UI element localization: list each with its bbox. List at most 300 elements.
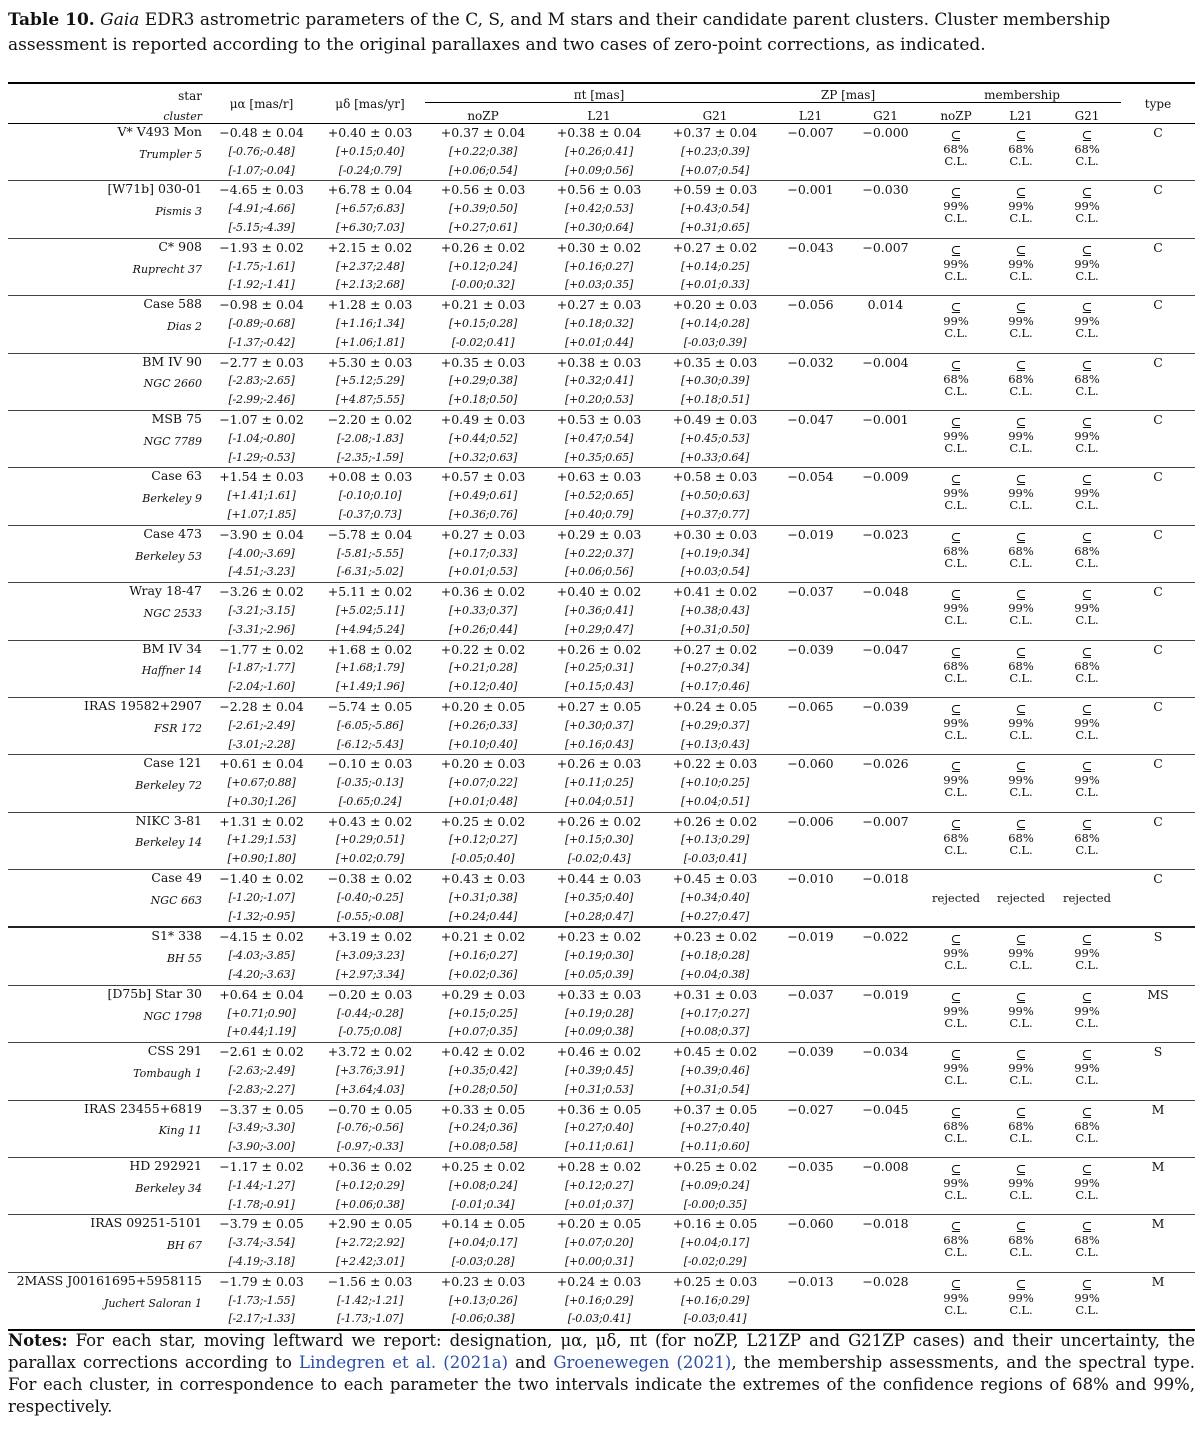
subset-symbol: ⊆: [1015, 530, 1027, 546]
interval-99: [+0.90;1.80]: [227, 852, 296, 866]
cl-label: C.L.: [1075, 613, 1099, 628]
interval-99: [-0.02;0.41]: [451, 335, 515, 349]
interval-99: [+0.03;0.54]: [680, 565, 750, 579]
membership-cell: [923, 697, 989, 754]
interval-68: [+1.29;1.53]: [227, 833, 296, 847]
p0-cell: [425, 985, 541, 1042]
membership-cell: [989, 1272, 1053, 1330]
interval-68: [+0.26;0.33]: [448, 718, 518, 732]
interval-99: [-2.04;-1.60]: [228, 680, 295, 694]
subset-symbol: ⊆: [1081, 129, 1093, 144]
interval-99: [+0.35;0.65]: [564, 450, 634, 464]
interval-68: [+0.52;0.65]: [564, 489, 634, 503]
interval-99: [+0.06;0.38]: [335, 1197, 405, 1211]
membership-cell: [923, 410, 989, 467]
header-pit: πt [mas]: [425, 83, 773, 103]
cl-label: C.L.: [944, 842, 968, 857]
table-caption: [8, 8, 1194, 58]
value: +0.21 ± 0.03: [440, 297, 526, 313]
star-cluster-cell: [8, 583, 208, 640]
cl-label: C.L.: [1075, 670, 1099, 685]
interval-99: [+0.26;0.44]: [448, 622, 518, 636]
interval-68: [+0.07;0.20]: [564, 1236, 634, 1250]
interval-99: [+0.01;0.44]: [564, 335, 634, 349]
zp-g21-cell: −0.022: [848, 927, 923, 985]
cl-label: C.L.: [1009, 1015, 1033, 1030]
confidence-level: 99%: [1074, 773, 1100, 788]
table-row: [8, 1043, 1195, 1100]
value: −1.93 ± 0.02: [219, 239, 304, 255]
star-name: S1* 338: [151, 928, 202, 944]
p1-cell: [541, 1215, 657, 1272]
interval-99: [-0.55;-0.08]: [336, 909, 404, 923]
interval-99: [+2.97;3.34]: [335, 968, 405, 982]
interval-68: [+0.04;0.17]: [680, 1236, 750, 1250]
interval-99: [+0.17;0.46]: [680, 680, 750, 694]
value: −0.38 ± 0.02: [327, 871, 413, 887]
value: −5.78 ± 0.04: [327, 526, 413, 542]
interval-99: [+0.37;0.77]: [680, 507, 750, 521]
cl-label: C.L.: [1009, 842, 1033, 857]
membership-cell: [1053, 697, 1121, 754]
interval-68: [+0.43;0.54]: [680, 202, 750, 216]
confidence-level: 99%: [1008, 946, 1034, 961]
star-cluster-cell: [8, 755, 208, 812]
membership-cell: [1053, 124, 1121, 181]
p1-cell: [541, 1043, 657, 1100]
p0-cell: [425, 1100, 541, 1157]
interval-99: [+0.09;0.56]: [564, 163, 634, 177]
interval-99: [+0.01;0.48]: [448, 794, 518, 808]
mud-cell: [315, 238, 425, 295]
notes-part3: , the membership assessments, and the spectral type. For each cluster, in correspondence to each parameter the two intervals indicate the extremes of the confidence regions of 68% and 99%, respectively.: [8, 1353, 1195, 1416]
zp-l21-cell: −0.013: [773, 1272, 848, 1330]
cluster-name: NGC 7789: [143, 434, 202, 448]
table-row: [8, 1100, 1195, 1157]
interval-68: [+0.13;0.26]: [448, 1293, 518, 1307]
interval-99: [+0.02;0.79]: [335, 852, 405, 866]
mud-cell: [315, 697, 425, 754]
value: +2.90 ± 0.05: [327, 1216, 413, 1232]
value: +0.44 ± 0.03: [556, 871, 642, 887]
interval-99: [-0.37;0.73]: [338, 507, 402, 521]
cluster-name: Tombaugh 1: [133, 1067, 202, 1081]
cluster-name: Berkeley 34: [135, 1181, 202, 1195]
mua-cell: [208, 697, 315, 754]
subset-symbol: ⊆: [1081, 186, 1093, 202]
confidence-level: 99%: [1008, 199, 1034, 214]
mud-cell: [315, 124, 425, 181]
interval-68: [+0.30;0.39]: [680, 374, 750, 388]
interval-99: [-3.90;-3.00]: [228, 1140, 295, 1154]
p2-cell: [657, 525, 773, 582]
mud-cell: [315, 296, 425, 353]
interval-68: [+2.37;2.48]: [335, 259, 405, 273]
value: +0.20 ± 0.03: [672, 297, 758, 313]
interval-99: [-5.15;-4.39]: [228, 220, 295, 234]
membership-cell: [923, 181, 989, 238]
mua-cell: [208, 238, 315, 295]
interval-68: [-0.44;-0.28]: [336, 1006, 404, 1020]
interval-68: [+0.12;0.29]: [335, 1178, 405, 1192]
value: +0.21 ± 0.02: [440, 929, 526, 945]
p1-cell: [541, 181, 657, 238]
subset-symbol: ⊆: [1081, 817, 1093, 833]
value: +0.46 ± 0.02: [556, 1044, 642, 1060]
p1-cell: [541, 525, 657, 582]
interval-99: [+0.08;0.37]: [680, 1025, 750, 1039]
subset-symbol: ⊆: [1081, 1163, 1093, 1179]
value: +0.23 ± 0.03: [440, 1273, 526, 1289]
mua-cell: [208, 124, 315, 181]
value: +0.41 ± 0.02: [672, 584, 758, 600]
zp-l21-cell: −0.027: [773, 1100, 848, 1157]
zp-l21-cell: −0.060: [773, 1215, 848, 1272]
confidence-level: 68%: [943, 830, 969, 845]
confidence-level: 68%: [1008, 142, 1034, 156]
interval-68: [+0.44;0.52]: [448, 431, 518, 445]
star-cluster-cell: [8, 1100, 208, 1157]
interval-68: [+0.15;0.28]: [448, 316, 518, 330]
cl-label: C.L.: [1075, 1245, 1099, 1260]
p0-cell: [425, 353, 541, 410]
type-cell: M: [1121, 1100, 1195, 1157]
mua-cell: [208, 870, 315, 928]
zp-l21-cell: −0.043: [773, 238, 848, 295]
confidence-level: 99%: [1008, 314, 1034, 329]
membership-cell: [923, 468, 989, 525]
star-name: NIKC 3-81: [135, 812, 202, 828]
interval-68: [-0.89;-0.68]: [228, 316, 295, 330]
value: +0.36 ± 0.05: [556, 1101, 642, 1117]
header-mem-l21: L21: [989, 103, 1053, 124]
star-cluster-cell: [8, 1043, 208, 1100]
subset-symbol: ⊆: [1081, 588, 1093, 604]
interval-99: [-4.51;-3.23]: [228, 565, 295, 579]
zp-l21-cell: −0.039: [773, 1043, 848, 1100]
interval-99: [-1.92;-1.41]: [228, 278, 295, 292]
value: −3.37 ± 0.05: [219, 1101, 304, 1117]
mua-cell: [208, 525, 315, 582]
subset-symbol: ⊆: [1015, 415, 1027, 431]
zp-g21-cell: −0.018: [848, 1215, 923, 1272]
interval-99: [+0.40;0.79]: [564, 507, 634, 521]
value: +0.14 ± 0.05: [440, 1216, 526, 1232]
star-cluster-cell: [8, 124, 208, 181]
interval-99: [+0.28;0.47]: [564, 909, 634, 923]
value: +0.37 ± 0.04: [440, 125, 526, 140]
interval-68: [-1.87;-1.77]: [228, 661, 295, 675]
zp-l21-cell: −0.056: [773, 296, 848, 353]
confidence-level: 99%: [943, 946, 969, 961]
subset-symbol: ⊆: [1015, 990, 1027, 1006]
mua-cell: [208, 468, 315, 525]
interval-99: [+0.31;0.53]: [564, 1082, 634, 1096]
interval-68: [+0.27;0.40]: [564, 1121, 634, 1135]
interval-68: [+0.35;0.42]: [448, 1064, 518, 1078]
subset-symbol: ⊆: [1015, 301, 1027, 317]
mud-cell: [315, 1100, 425, 1157]
type-cell: C: [1121, 812, 1195, 869]
value: +0.35 ± 0.03: [440, 354, 526, 370]
zp-g21-cell: −0.018: [848, 870, 923, 928]
value: +0.26 ± 0.02: [440, 239, 526, 255]
interval-99: [-3.01;-2.28]: [228, 737, 295, 751]
confidence-level: 99%: [1008, 773, 1034, 788]
subset-symbol: ⊆: [950, 588, 962, 604]
value: −1.07 ± 0.02: [219, 411, 304, 427]
subset-symbol: ⊆: [950, 1163, 962, 1179]
interval-99: [+0.20;0.53]: [564, 393, 634, 407]
cl-label: C.L.: [944, 1015, 968, 1030]
p2-cell: [657, 1158, 773, 1215]
star-name: Wray 18-47: [129, 583, 202, 599]
interval-68: [+0.13;0.29]: [680, 833, 750, 847]
subset-symbol: ⊆: [950, 473, 962, 489]
confidence-level: 99%: [1074, 1003, 1100, 1018]
zp-l21-cell: −0.037: [773, 583, 848, 640]
membership-cell: [923, 238, 989, 295]
cluster-name: Berkeley 72: [135, 779, 202, 793]
value: +3.19 ± 0.02: [327, 929, 413, 945]
p2-cell: [657, 870, 773, 928]
type-cell: M: [1121, 1215, 1195, 1272]
membership-cell: [989, 525, 1053, 582]
interval-99: [-0.06;0.38]: [451, 1312, 515, 1326]
value: +0.42 ± 0.02: [440, 1044, 526, 1060]
caption-text: EDR3 astrometric parameters of the C, S, and M stars and their candidate parent clusters. Cluster membership assessment is reported according to the original parallaxes and two cases of zero-point corrections, as indicated.: [8, 10, 1111, 55]
confidence-level: 99%: [1074, 428, 1100, 443]
cl-label: C.L.: [1075, 440, 1099, 455]
membership-cell: [1053, 985, 1121, 1042]
interval-68: [-4.03;-3.85]: [228, 949, 295, 963]
value: +0.36 ± 0.02: [440, 584, 526, 600]
cluster-name: NGC 2660: [143, 377, 202, 391]
mua-cell: [208, 181, 315, 238]
header-zp: ZP [mas]: [773, 83, 923, 103]
interval-68: [+0.11;0.25]: [564, 776, 634, 790]
mua-cell: [208, 985, 315, 1042]
interval-68: [+0.39;0.46]: [680, 1064, 750, 1078]
interval-68: [+1.68;1.79]: [335, 661, 405, 675]
p1-cell: [541, 985, 657, 1042]
interval-68: [+0.16;0.27]: [448, 949, 518, 963]
table-row: [8, 124, 1195, 181]
membership-cell: rejected: [1053, 870, 1121, 928]
membership-cell: [923, 985, 989, 1042]
ref-lindegren-link[interactable]: Lindegren et al. (2021a): [299, 1353, 508, 1372]
p1-cell: [541, 353, 657, 410]
interval-68: [+3.76;3.91]: [335, 1064, 405, 1078]
interval-68: [+5.02;5.11]: [335, 603, 405, 617]
table-row: [8, 755, 1195, 812]
subset-symbol: ⊆: [1015, 817, 1027, 833]
interval-68: [+3.09;3.23]: [335, 949, 405, 963]
star-name: HD 292921: [129, 1158, 202, 1174]
cluster-name: Berkeley 53: [135, 549, 202, 563]
mua-cell: [208, 927, 315, 985]
subset-symbol: ⊆: [1015, 1105, 1027, 1121]
star-name: Case 63: [151, 468, 202, 484]
interval-68: [+0.12;0.27]: [564, 1178, 634, 1192]
confidence-level: 99%: [943, 486, 969, 501]
table-row: [8, 697, 1195, 754]
star-name: IRAS 19582+2907: [84, 697, 202, 713]
mua-cell: [208, 1043, 315, 1100]
interval-99: [+0.01;0.53]: [448, 565, 518, 579]
value: +0.36 ± 0.02: [327, 1159, 413, 1175]
membership-cell: [1053, 583, 1121, 640]
type-cell: C: [1121, 124, 1195, 181]
header-star: star: [8, 83, 208, 103]
value: −2.77 ± 0.03: [219, 354, 304, 370]
cl-label: C.L.: [1075, 1015, 1099, 1030]
p0-cell: [425, 583, 541, 640]
confidence-level: 99%: [1008, 256, 1034, 271]
table-row: [8, 583, 1195, 640]
zp-g21-cell: −0.001: [848, 410, 923, 467]
membership-cell: [923, 1100, 989, 1157]
interval-68: [+0.39;0.45]: [564, 1064, 634, 1078]
cl-label: C.L.: [1009, 670, 1033, 685]
subset-symbol: ⊆: [1015, 645, 1027, 661]
ref-groenewegen-link[interactable]: Groenewegen (2021): [553, 1353, 732, 1372]
membership-cell: [923, 1043, 989, 1100]
interval-68: [-4.91;-4.66]: [228, 202, 295, 216]
p2-cell: [657, 468, 773, 525]
p0-cell: [425, 697, 541, 754]
interval-68: [+5.12;5.29]: [335, 374, 405, 388]
membership-cell: [1053, 525, 1121, 582]
mua-cell: [208, 583, 315, 640]
membership-cell: [1053, 468, 1121, 525]
membership-cell: [989, 640, 1053, 697]
interval-68: [-0.35;-0.13]: [336, 776, 404, 790]
cl-label: C.L.: [944, 498, 968, 513]
interval-68: [+0.22;0.38]: [448, 144, 518, 158]
confidence-level: 99%: [1074, 486, 1100, 501]
value: +0.20 ± 0.05: [440, 698, 526, 714]
mud-cell: [315, 1215, 425, 1272]
table-row: [8, 1272, 1195, 1330]
star-name: Case 49: [151, 870, 202, 886]
p1-cell: [541, 1100, 657, 1157]
value: +1.28 ± 0.03: [327, 297, 413, 313]
membership-cell: [923, 583, 989, 640]
interval-99: [+2.13;2.68]: [335, 278, 405, 292]
type-cell: C: [1121, 755, 1195, 812]
star-name: 2MASS J00161695+5958115: [16, 1272, 202, 1288]
confidence-level: 99%: [943, 314, 969, 329]
membership-cell: [989, 124, 1053, 181]
star-cluster-cell: [8, 927, 208, 985]
p2-cell: [657, 410, 773, 467]
cl-label: C.L.: [944, 555, 968, 570]
interval-68: [+0.18;0.28]: [680, 949, 750, 963]
interval-99: [+1.49;1.96]: [335, 680, 405, 694]
value: +0.43 ± 0.02: [327, 813, 413, 829]
confidence-level: 99%: [1074, 256, 1100, 271]
interval-68: [-3.74;-3.54]: [228, 1236, 295, 1250]
cl-label: C.L.: [1009, 785, 1033, 800]
interval-99: [-4.20;-3.63]: [228, 968, 295, 982]
interval-99: [+4.87;5.55]: [335, 393, 405, 407]
p0-cell: [425, 468, 541, 525]
membership-cell: [1053, 812, 1121, 869]
confidence-level: 99%: [1074, 1290, 1100, 1305]
value: −5.74 ± 0.05: [327, 698, 413, 714]
interval-99: [-0.97;-0.33]: [336, 1140, 404, 1154]
interval-99: [-6.31;-5.02]: [336, 565, 404, 579]
star-cluster-cell: [8, 410, 208, 467]
confidence-level: 99%: [1074, 199, 1100, 214]
confidence-level: 68%: [1008, 371, 1034, 386]
interval-99: [+0.05;0.39]: [564, 968, 634, 982]
confidence-level: 68%: [943, 658, 969, 673]
subset-symbol: ⊆: [950, 990, 962, 1006]
star-name: C* 908: [158, 238, 202, 254]
cl-label: C.L.: [1075, 1073, 1099, 1088]
interval-99: [+0.30;0.64]: [564, 220, 634, 234]
interval-99: [-1.78;-0.91]: [228, 1197, 295, 1211]
p1-cell: [541, 124, 657, 181]
value: +0.26 ± 0.02: [556, 641, 642, 657]
subset-symbol: ⊆: [950, 1277, 962, 1293]
header-pit-l21: L21: [541, 103, 657, 124]
interval-99: [+0.09;0.38]: [564, 1025, 634, 1039]
membership-cell: [923, 124, 989, 181]
subset-symbol: ⊆: [950, 530, 962, 546]
subset-symbol: ⊆: [1015, 186, 1027, 202]
interval-99: [+0.07;0.35]: [448, 1025, 518, 1039]
star-name: [D75b] Star 30: [107, 985, 202, 1001]
cl-label: C.L.: [1009, 154, 1033, 168]
interval-99: [-1.37;-0.42]: [228, 335, 295, 349]
interval-99: [-1.32;-0.95]: [228, 909, 295, 923]
subset-symbol: ⊆: [1015, 1220, 1027, 1236]
header-membership: membership: [923, 83, 1121, 103]
membership-cell: [923, 755, 989, 812]
membership-cell: [989, 1043, 1053, 1100]
p2-cell: [657, 697, 773, 754]
type-cell: C: [1121, 697, 1195, 754]
interval-99: [+0.04;0.51]: [680, 794, 750, 808]
subset-symbol: ⊆: [1081, 301, 1093, 317]
confidence-level: 68%: [1008, 1118, 1034, 1133]
star-cluster-cell: [8, 238, 208, 295]
interval-99: [+0.11;0.61]: [564, 1140, 634, 1154]
interval-99: [+0.15;0.43]: [564, 680, 634, 694]
membership-cell: rejected: [923, 870, 989, 928]
star-cluster-cell: [8, 296, 208, 353]
confidence-level: 99%: [1074, 1061, 1100, 1076]
confidence-level: 99%: [1008, 601, 1034, 616]
interval-68: [+0.42;0.53]: [564, 202, 634, 216]
subset-symbol: ⊆: [950, 760, 962, 776]
membership-cell: [989, 1158, 1053, 1215]
confidence-level: 68%: [943, 1118, 969, 1133]
value: +0.33 ± 0.05: [440, 1101, 526, 1117]
type-cell: C: [1121, 353, 1195, 410]
p1-cell: [541, 755, 657, 812]
confidence-level: 99%: [943, 199, 969, 214]
p1-cell: [541, 410, 657, 467]
interval-68: [+6.57;6.83]: [335, 202, 405, 216]
interval-68: [+0.15;0.30]: [564, 833, 634, 847]
table-row: [8, 927, 1195, 985]
interval-68: [-1.04;-0.80]: [228, 431, 295, 445]
membership-cell: [989, 927, 1053, 985]
